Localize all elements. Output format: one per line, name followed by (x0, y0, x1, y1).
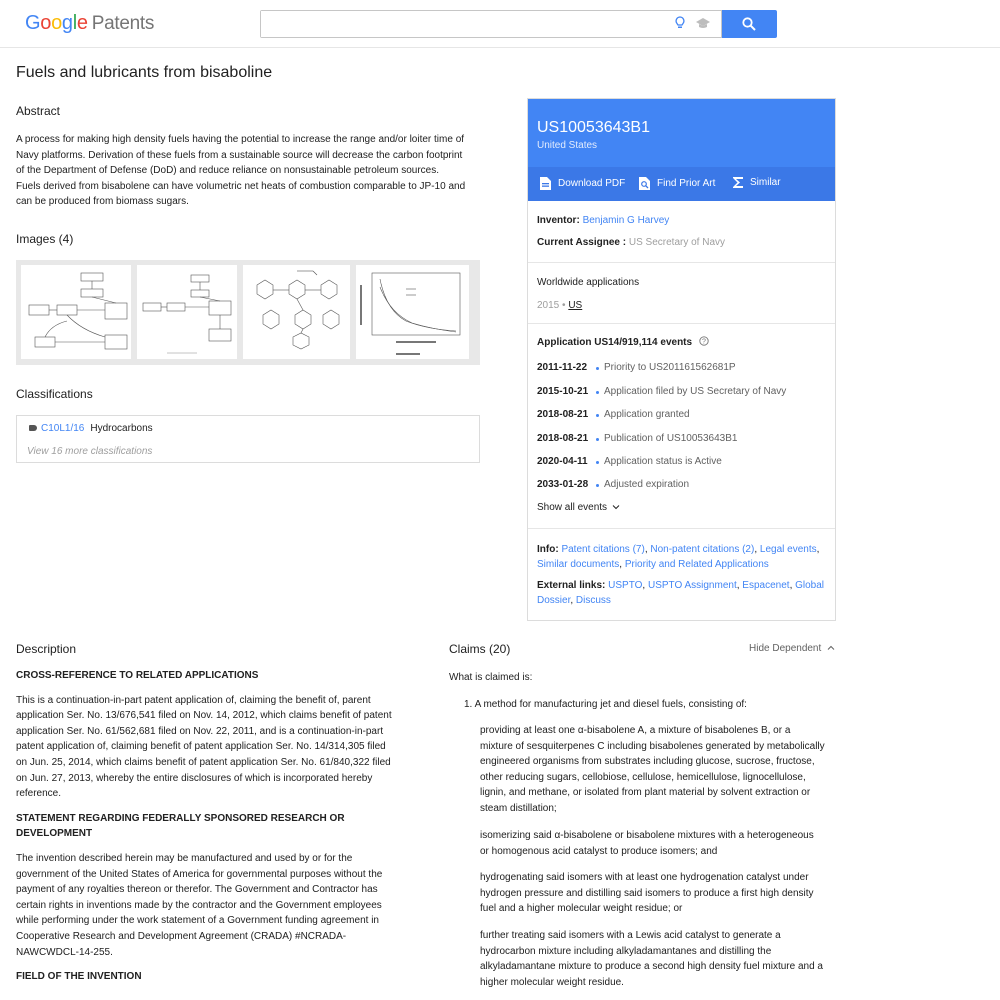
info-links: Info: Patent citations (7), Non-patent citations (2), Legal events, Similar documents, Priority and Related Applications (537, 544, 820, 570)
image-thumbnail[interactable] (356, 265, 469, 359)
line-graph-figure-icon (356, 265, 469, 359)
claims-intro: What is claimed is: (449, 672, 533, 683)
logo-letter: o (40, 12, 52, 34)
card-header (528, 99, 835, 167)
publication-number: US10053643B1 (537, 119, 650, 136)
assignee-value[interactable]: US Secretary of Navy (628, 237, 726, 248)
show-all-events-button[interactable] (537, 502, 620, 513)
claim-paragraph: isomerizing said α-bisabolene or bisabolene mixtures with a heterogeneous or homogenous acid catalyst to produce isomers; and (480, 830, 814, 857)
assignee-line (537, 237, 725, 248)
images-heading: Images (4) (16, 232, 74, 246)
inventor-line (537, 215, 669, 226)
event-date: 2020-04-11 (537, 456, 588, 467)
chemical-structure-figure-icon (243, 265, 350, 359)
sigma-icon (732, 176, 744, 189)
logo-letter: G (25, 12, 41, 34)
description-subheading: CROSS-REFERENCE TO RELATED APPLICATIONS (16, 670, 259, 681)
flowchart-figure-icon (137, 265, 237, 359)
google-patents-logo[interactable] (25, 12, 154, 35)
inventor-label: Inventor: (537, 215, 580, 226)
abstract-text: A process for making high density fuels having the potential to increase the range and/or loiter time of Navy platforms. Derivation of these fuels from a sustainable source will decrease the carbon footprint of the Department of Defense (DoD) and reduce reliance on nonsustainable petroleum sources. Fuels derived from bisabolene can have volumetric net heats of combustion comparable to JP-10 and can be produced from biomass sugars. (16, 134, 466, 207)
find-prior-art-label: Find Prior Art (657, 178, 716, 189)
images-strip (16, 260, 480, 365)
similar-documents-link[interactable]: Similar documents (537, 559, 620, 570)
logo-patents-text: Patents (91, 13, 155, 34)
assignee-label: Current Assignee : (537, 237, 627, 248)
publication-country: United States (537, 140, 598, 151)
image-thumbnail[interactable] (21, 265, 131, 359)
event-date: 2018-08-21 (537, 409, 589, 420)
worldwide-separator: • (562, 300, 566, 311)
global-dossier-link[interactable]: Global Dossier (537, 580, 825, 606)
inventor-link[interactable]: Benjamin G Harvey (582, 215, 670, 226)
event-bullet (596, 438, 599, 441)
description-heading: Description (16, 642, 77, 656)
event-text: Application status is Active (604, 456, 722, 467)
description-subheading: FIELD OF THE INVENTION (16, 971, 142, 983)
events-heading (537, 336, 709, 348)
card-actions-bar (528, 167, 835, 201)
hide-dependent-button[interactable] (749, 643, 835, 654)
event-bullet (596, 484, 599, 487)
divider (528, 262, 835, 263)
espacenet-link[interactable]: Espacenet (742, 580, 790, 591)
chevron-up-icon (827, 645, 835, 651)
patent-info-card (527, 98, 836, 621)
logo-letter: e (76, 12, 88, 34)
event-bullet (596, 367, 599, 370)
similar-button[interactable] (732, 176, 781, 189)
school-icon[interactable] (695, 17, 711, 29)
worldwide-heading: Worldwide applications (537, 277, 640, 288)
hide-dependent-label: Hide Dependent (749, 643, 822, 654)
uspto-link[interactable]: USPTO (608, 580, 643, 591)
patent-citations-link[interactable]: Patent citations (7) (561, 544, 645, 555)
event-bullet (596, 414, 599, 417)
classification-label: Hydrocarbons (90, 423, 153, 434)
logo-letter: g (61, 12, 73, 34)
event-text: Priority to US201161562681P (604, 362, 736, 373)
info-label: Info: (537, 544, 559, 555)
pdf-file-icon (539, 176, 552, 191)
find-prior-art-icon (638, 176, 651, 191)
event-text: Application granted (604, 409, 690, 420)
image-thumbnail[interactable] (243, 265, 350, 359)
event-text: Publication of US10053643B1 (604, 433, 738, 444)
worldwide-country-link[interactable]: US (568, 300, 583, 311)
divider (528, 528, 835, 529)
tag-icon (29, 425, 37, 431)
search-icon (742, 17, 756, 31)
claim-paragraph: further treating said isomers with a Lewis acid catalyst to generate a hydrocarbon mixture including alkyladamantanes and distilling the alkyladamantane mixture to produce a second high density fuel mixture and a higher molecular weight residue. (480, 930, 823, 988)
worldwide-applications-row (537, 300, 582, 311)
event-date: 2011-11-22 (537, 362, 588, 373)
event-bullet (596, 461, 599, 464)
download-pdf-button[interactable] (539, 176, 625, 191)
non-patent-citations-link[interactable]: Non-patent citations (2) (650, 544, 755, 555)
event-date: 2018-08-21 (537, 433, 589, 444)
svg-text:?: ? (701, 338, 706, 346)
download-pdf-label: Download PDF (558, 178, 626, 189)
divider (528, 323, 835, 324)
discuss-link[interactable]: Discuss (575, 595, 611, 606)
claims-heading: Claims (20) (449, 642, 511, 656)
description-body (16, 668, 392, 994)
abstract-heading: Abstract (16, 104, 61, 118)
top-bar (0, 0, 1000, 48)
description-paragraph: The invention described herein may be manufactured and used by or for the government of the United States of America for governmental purposes without the payment of any royalties thereon or therefor. The Government and Contractor has certain rights in inventions made by the contractor and the Government employees while performing under the work statement of a Government funding agreement in Cooperative Research and Development Agreement (CRADA) #NCRADA-NAWCWDCL-14-255. (16, 852, 383, 958)
event-bullet (596, 391, 599, 394)
claim-paragraph: providing at least one α-bisabolene A, a mixture of bisabolenes B, or a mixture of sesquiterpenes C including bisabolenes generated by metabolically engineered organisms from substrates including glucose, sucrose, fructose, other reducing sugars, cellobiose, cellulose, hemicellulose, lignocellulose, lignin, and methane, or isolated from plant material by solvent extraction or steam distillation; (480, 725, 825, 814)
search-box (260, 10, 722, 38)
events-heading-text: Application US14/919,114 events (537, 337, 693, 348)
claim-1-heading: 1. A method for manufacturing jet and diesel fuels, consisting of: (464, 699, 747, 710)
external-links-label: External links: (537, 580, 606, 591)
search-input[interactable] (261, 11, 661, 37)
uspto-assignment-link[interactable]: USPTO Assignment (647, 580, 737, 591)
help-icon[interactable] (699, 336, 709, 346)
event-date: 2015-10-21 (537, 386, 589, 397)
logo-letter: l (72, 12, 77, 34)
chevron-down-icon (612, 504, 620, 510)
description-paragraph: This is a continuation-in-part patent application of, claiming the benefit of, parent application Ser. No. 13/676,541 filed on Nov. 14, 2012, which claims benefit of patent application Ser. No. 61/562,681 filed on Nov. 22, 2011, and is a continuation-in-part patent application of, claiming benefit of patent application Ser. No. 14/314,305 filed on Jun. 25, 2014, which claims benefit of patent application Ser. No. 61/840,322 filed on Jun. 27, 2013, whereby the entire disclosures of which is incorporated hereby reference. (16, 694, 392, 800)
lightbulb-icon[interactable] (675, 16, 685, 30)
patent-title: Fuels and lubricants from bisaboline (16, 64, 273, 81)
claim-paragraph: hydrogenating said isomers with at least one hydrogenation catalyst under hydrogen pressure and distilling said isomers to produce a first high density fuel and a higher molecular weight residue; or (480, 872, 814, 915)
description-subheading: STATEMENT REGARDING FEDERALLY SPONSORED RESEARCH OR DEVELOPMENT (16, 812, 345, 840)
search-button[interactable] (722, 10, 777, 38)
classification-code-link[interactable]: C10L1/16 (41, 423, 85, 434)
event-text: Application filed by US Secretary of Navy (604, 386, 787, 397)
similar-label: Similar (750, 177, 781, 188)
worldwide-year: 2015 (537, 300, 560, 311)
flowchart-figure-icon (21, 265, 131, 359)
event-date: 2033-01-28 (537, 479, 589, 490)
show-all-events-label: Show all events (537, 502, 608, 513)
view-more-classifications-link[interactable]: View 16 more classifications (27, 446, 153, 457)
classifications-box (16, 415, 480, 463)
legal-events-link[interactable]: Legal events (759, 544, 817, 555)
classification-row (29, 423, 153, 434)
image-thumbnail[interactable] (137, 265, 237, 359)
classifications-heading: Classifications (16, 387, 93, 401)
external-links: External links: USPTO, USPTO Assignment, Espacenet, Global Dossier, Discuss (537, 580, 825, 606)
find-prior-art-button[interactable] (638, 176, 715, 191)
logo-letter: o (51, 12, 62, 34)
event-text: Adjusted expiration (604, 479, 690, 490)
priority-related-applications-link[interactable]: Priority and Related Applications (624, 559, 769, 570)
